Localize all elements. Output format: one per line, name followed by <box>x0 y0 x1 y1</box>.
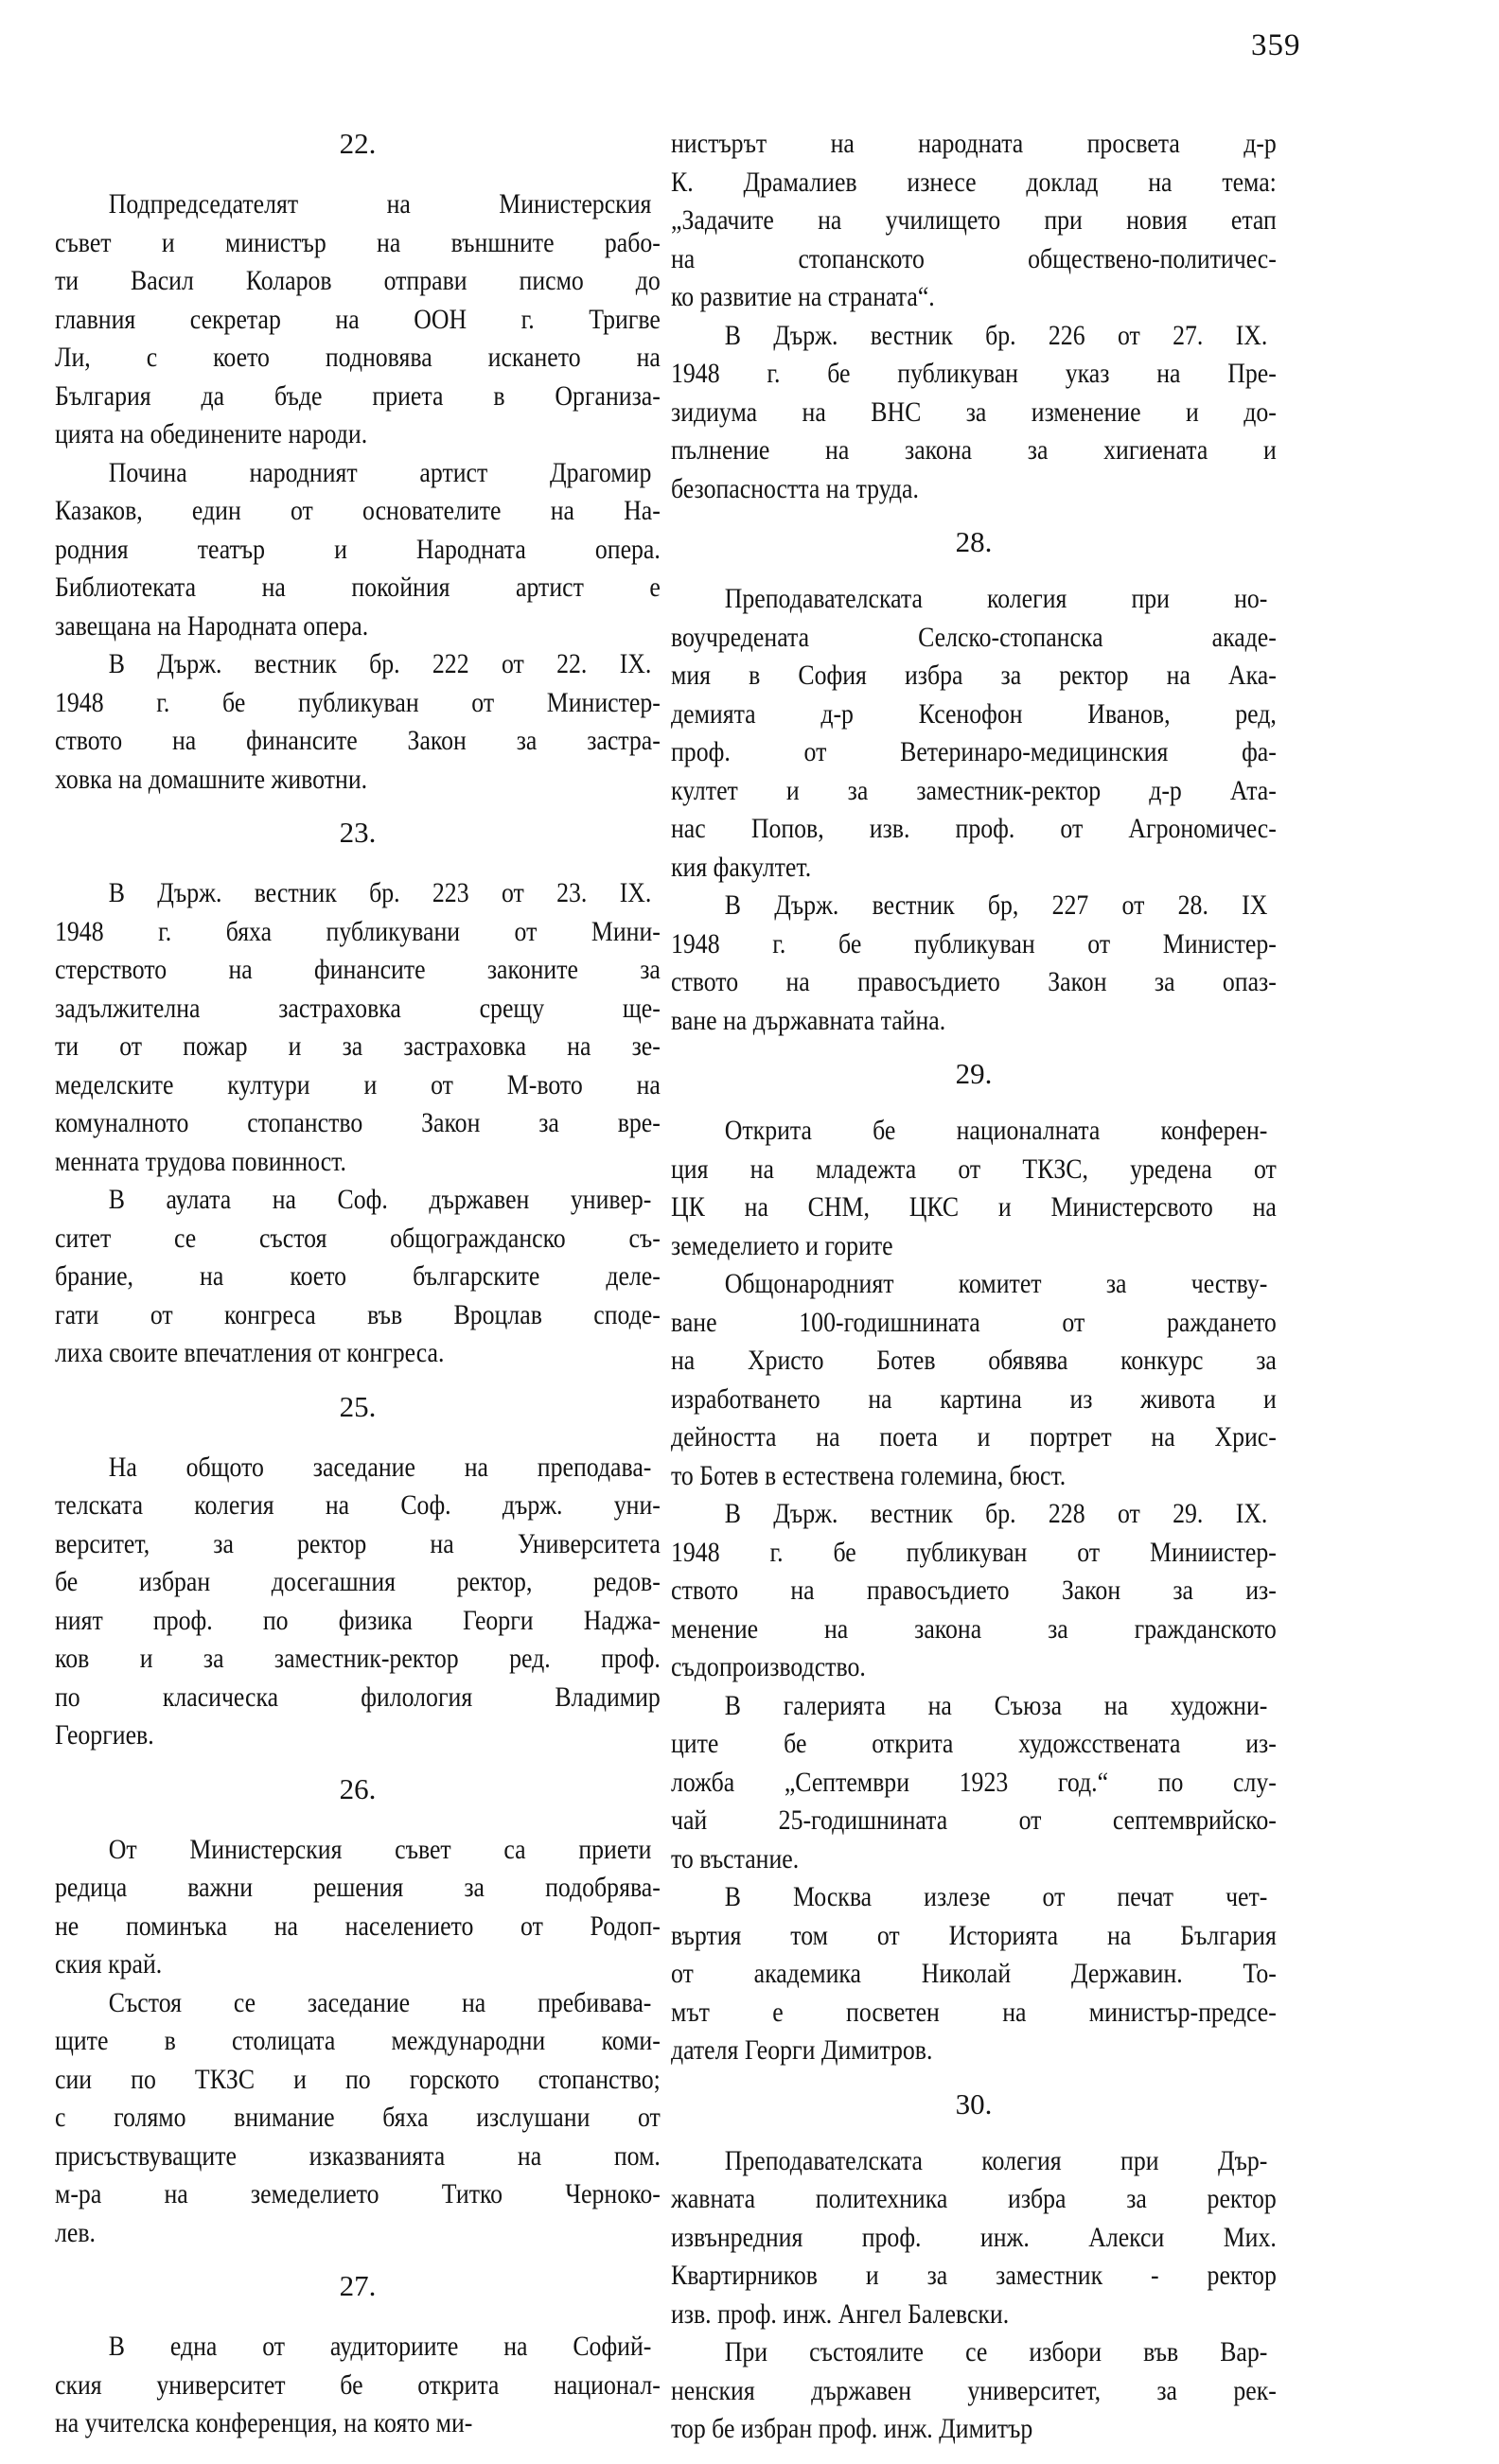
section-date-heading: 23. <box>339 816 377 849</box>
section-date-heading: 26. <box>339 1771 377 1805</box>
page-number: 359 <box>1251 28 1301 62</box>
text-line: менната трудова повинност. <box>55 1145 346 1177</box>
text-line: В Държ. вестник бр. 226 от 27. IX. <box>724 319 1268 351</box>
text-line: щите в столицата международни коми- <box>55 2025 661 2056</box>
text-line: кия факултет. <box>671 851 812 883</box>
chronicle-section <box>55 2267 661 2443</box>
text-line: В Москва излезе от печат чет- <box>724 1881 1268 1912</box>
text-line: главния секретар на ООН г. Тригве <box>55 303 661 335</box>
text-line: проф. от Ветеринаро-медицинския фа- <box>671 736 1277 767</box>
text-line: меделските култури и от М-вото на <box>55 1068 661 1100</box>
text-line: съвет и министър на външните рабо- <box>55 226 661 258</box>
section-date-heading: 22. <box>339 127 377 160</box>
text-line: „Задачите на училището при новия етап <box>671 204 1277 236</box>
text-line: чай 25-годишнината от септемврийско- <box>671 1804 1277 1836</box>
chronicle-section <box>55 125 661 799</box>
text-line: Почина народният артист Драгомир <box>108 456 652 488</box>
text-line: В галерията на Съюза на художни- <box>724 1689 1268 1721</box>
text-line: 1948 г. бе публикуван от Миниистер- <box>671 1536 1277 1568</box>
text-line: ният проф. по физика Георги Наджа- <box>55 1604 661 1636</box>
text-line: ския край. <box>55 1948 163 1980</box>
text-line: менение на закона за гражданското <box>671 1612 1277 1645</box>
section-spacer <box>671 2070 1277 2086</box>
text-line: родния театър и Народната опера. <box>55 533 661 565</box>
text-line: Открита бе националната конферен- <box>724 1115 1268 1146</box>
chronicle-section <box>55 814 661 1373</box>
text-line: 1948 г. бе публикуван указ на Пре- <box>671 358 1277 389</box>
text-line: нас Попов, изв. проф. от Агрономичес- <box>671 813 1277 844</box>
section-spacer <box>671 2449 1277 2464</box>
text-line: ков и за заместник-ректор ред. проф. <box>55 1643 661 1674</box>
text-line: тор бе избран проф. инж. Димитър <box>671 2413 1033 2444</box>
paragraph <box>55 874 661 1181</box>
text-line: ти Васил Коларов отправи писмо до <box>55 265 661 296</box>
text-line: На общото заседание на преподава- <box>108 1451 652 1483</box>
chronicle-section <box>671 1055 1277 2070</box>
text-line: 1948 г. бе публикуван от Министер- <box>671 927 1277 959</box>
paragraph <box>671 1878 1277 2070</box>
text-line: Георгиев. <box>55 1719 154 1751</box>
chronicle-section <box>671 523 1277 1040</box>
paragraph <box>671 2142 1277 2334</box>
text-line: завещана на Народната опера. <box>55 609 369 642</box>
text-line: В Държ. вестник бр. 228 от 29. IX. <box>724 1498 1268 1529</box>
text-line: на учителска конференция, на която ми- <box>55 2407 473 2438</box>
text-line: демията д-р Ксенофон Иванов, ред, <box>671 697 1277 730</box>
text-line: стерството на финансите законите за <box>55 954 661 985</box>
section-date-heading: 29. <box>955 1057 993 1090</box>
text-line: мия в София избра за ректор на Ака- <box>671 660 1277 691</box>
paragraph <box>55 1984 661 2253</box>
text-line: ложба „Септември 1923 год.“ по слу- <box>671 1766 1277 1798</box>
text-line: ненския държавен университет, за рек- <box>671 2374 1277 2406</box>
text-line: В Държ. вестник бр. 223 от 23. IX. <box>108 877 652 908</box>
text-line: редица важни решения за подобрява- <box>55 1872 661 1903</box>
text-line: гати от конгреса във Вроцлав споде- <box>55 1298 661 1330</box>
text-line: ко развитие на страната“. <box>671 281 935 312</box>
paragraph <box>671 125 1277 317</box>
section-spacer <box>55 1755 661 1770</box>
text-line: на Христо Ботев обявява конкурс за <box>671 1345 1277 1376</box>
paragraph <box>55 1181 661 1373</box>
left-column <box>55 125 661 2458</box>
text-line: В Държ. вестник бр. 222 от 22. IX. <box>108 648 652 679</box>
text-line: ване на държавната тайна. <box>671 1004 946 1036</box>
chronicle-section <box>55 1770 661 2253</box>
text-line: комуналното стопанство Закон за вре- <box>55 1107 661 1138</box>
text-line: съдопроизводство. <box>671 1651 866 1682</box>
text-line: 1948 г. бяха публикувани от Мини- <box>55 915 661 947</box>
text-line: Преподавателската колегия при но- <box>724 583 1268 614</box>
chronicle-section <box>671 317 1277 509</box>
paragraph <box>671 887 1277 1040</box>
text-line: по класическа филология Владимир <box>55 1681 661 1713</box>
text-line: ския университет бе открита национал- <box>55 2368 661 2401</box>
text-line: бе избран досегашния ректор, редов- <box>55 1566 661 1597</box>
chronicle-section <box>55 1388 661 1755</box>
text-line: ството на правосъдието Закон за опаз- <box>671 966 1277 997</box>
text-line: изв. проф. инж. Ангел Балевски. <box>671 2297 1010 2330</box>
text-line: Казаков, един от основателите на На- <box>55 495 661 526</box>
text-line: телската колегия на Соф. държ. уни- <box>55 1489 661 1521</box>
paragraph <box>55 454 661 646</box>
text-line: България да бъде приета в Организа- <box>55 379 661 412</box>
paragraph <box>55 1831 661 1984</box>
text-line: В аулата на Соф. държавен универ- <box>108 1184 652 1215</box>
section-spacer <box>671 1040 1277 1055</box>
text-line: лиха своите впечатления от конгреса. <box>55 1337 445 1368</box>
section-date-heading: 30. <box>955 2086 993 2121</box>
text-line: ховка на домашните животни. <box>55 763 368 795</box>
text-line: цията на обединените народи. <box>55 418 368 449</box>
text-line: В една от аудиториите на Софий- <box>108 2331 652 2362</box>
text-line: Подпредседателят на Министерския <box>108 188 652 220</box>
text-line: дейността на поета и портрет на Хрис- <box>671 1421 1277 1452</box>
text-line: ция на младежта от ТКЗС, уредена от <box>671 1153 1277 1185</box>
text-line: зидиума на ВНС за изменение и до- <box>671 396 1277 428</box>
section-spacer <box>55 1373 661 1388</box>
text-line: ството на правосъдието Закон за из- <box>671 1575 1277 1606</box>
paragraph <box>671 2333 1277 2449</box>
text-line: брание, на което българските деле- <box>55 1260 661 1292</box>
text-line: сии по ТКЗС и по горското стопанство; <box>55 2063 661 2095</box>
text-line: ците бе открита художсствената из- <box>671 1728 1277 1759</box>
section-date-heading: 25. <box>339 1389 377 1423</box>
section-spacer <box>671 508 1277 523</box>
text-line: Преподавателската колегия при Дър- <box>724 2144 1268 2176</box>
text-line: воучредената Селско-стопанска акаде- <box>671 621 1277 653</box>
text-line: Квартирников и за заместник - ректор <box>671 2260 1277 2291</box>
text-line: въртия том от Историята на България <box>671 1919 1277 1951</box>
paragraph <box>55 185 661 454</box>
right-column <box>671 125 1277 2464</box>
text-line: мът е посветен на министър-предсе- <box>671 1996 1277 2028</box>
text-line: дателя Георги Димитров. <box>671 2034 933 2066</box>
text-line: безопасността на труда. <box>671 472 919 504</box>
text-line: от академика Николай Державин. То- <box>671 1958 1277 1989</box>
section-spacer <box>55 799 661 814</box>
text-line: то Ботев в естествена големина, бюст. <box>671 1459 1067 1491</box>
text-line: Ли, с което подновява искането на <box>55 342 661 373</box>
paragraph <box>55 645 661 799</box>
text-line: култет и за заместник-ректор д-р Ата- <box>671 774 1277 806</box>
section-spacer <box>55 2252 661 2267</box>
paragraph <box>671 1112 1277 1265</box>
text-line: присъствуващите изказванията на пом. <box>55 2139 661 2172</box>
chronicle-section <box>671 2086 1277 2449</box>
text-line: ване 100-годишнината от раждането <box>671 1306 1277 1338</box>
text-line: жавната политехника избра за ректор <box>671 2183 1277 2214</box>
text-line: верситет, за ректор на Университета <box>55 1527 661 1559</box>
text-line: пълнение на закона за хигиената и <box>671 434 1277 466</box>
text-line: Състоя се заседание на пребивава- <box>108 1986 652 2018</box>
paragraph <box>55 2328 661 2443</box>
text-line: не поминъка на населението от Родоп- <box>55 1910 661 1942</box>
text-line: на стопанското обществено-политичес- <box>671 242 1277 274</box>
text-line: извънредния проф. инж. Алекси Мих. <box>671 2221 1277 2253</box>
text-line: Общонародният комитет за честву- <box>724 1268 1268 1299</box>
paragraph <box>671 317 1277 509</box>
text-line: В Държ. вестник бр, 227 от 28. IX <box>724 889 1268 921</box>
text-line: нистърът на народната просвета д-р <box>671 128 1277 159</box>
text-line: с голямо внимание бяха изслушани от <box>55 2102 661 2133</box>
text-line: Библиотеката на покойния артист е <box>55 572 661 603</box>
text-line: ти от пожар и за застраховка на зе- <box>55 1030 661 1062</box>
text-line: м-ра на земеделието Титко Черноко- <box>55 2178 661 2209</box>
paragraph <box>671 580 1277 887</box>
paragraph <box>671 1687 1277 1879</box>
text-line: то въстание. <box>671 1842 800 1874</box>
text-line: лев. <box>55 2216 96 2248</box>
paragraph <box>671 1265 1277 1495</box>
text-line: изработването на картина из живота и <box>671 1382 1277 1415</box>
section-date-heading: 27. <box>339 2269 377 2302</box>
section-spacer <box>55 2443 661 2458</box>
paragraph <box>671 1495 1277 1687</box>
text-line: задължителна застраховка срещу ще- <box>55 992 661 1024</box>
section-date-heading: 28. <box>955 525 993 558</box>
text-line: ситет се състоя общогражданско съ- <box>55 1222 661 1254</box>
text-line: ЦК на СНМ, ЦКС и Министерсвото на <box>671 1191 1277 1223</box>
text-line: При състоялите се избори във Вар- <box>724 2336 1268 2367</box>
paragraph <box>55 1449 661 1755</box>
text-line: 1948 г. бе публикуван от Министер- <box>55 686 661 718</box>
text-line: ството на финансите Закон за застра- <box>55 725 661 756</box>
text-line: земеделието и горите <box>671 1229 893 1261</box>
text-line: От Министерския съвет са приети <box>108 1833 652 1865</box>
text-line: К. Драмалиев изнесе доклад на тема: <box>671 166 1277 198</box>
